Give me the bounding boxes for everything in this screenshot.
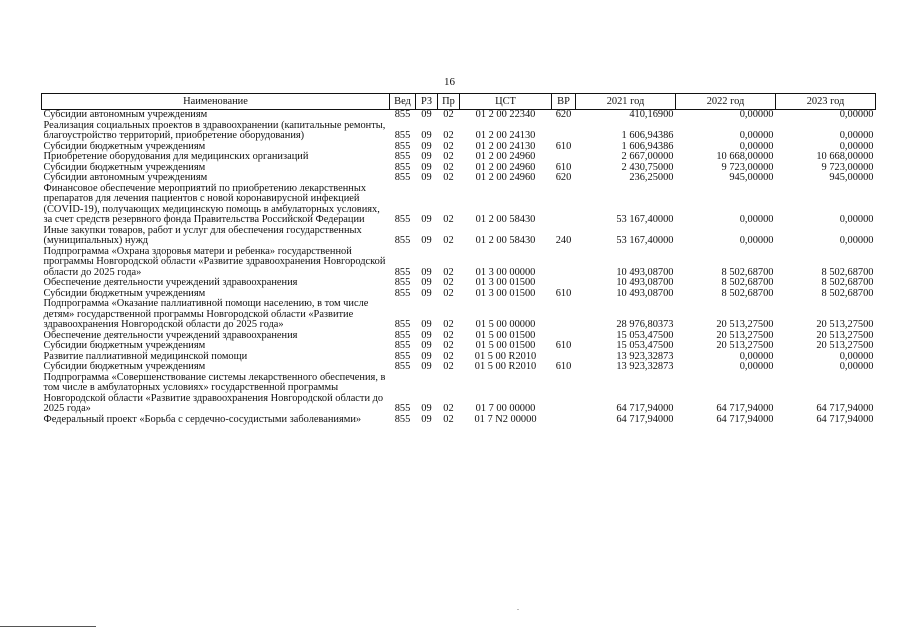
- cell-rz: 09: [421, 329, 432, 341]
- cell-2022: 64 717,94000: [716, 413, 774, 425]
- cell-rz: 09: [421, 413, 432, 425]
- cell-cst: 01 2 00 24960: [475, 172, 536, 183]
- cell-2021: 1 606,94386: [621, 130, 674, 141]
- cell-vr: [552, 415, 576, 426]
- cell-vr: [552, 152, 576, 163]
- cell-2023: 0,00000: [839, 214, 874, 225]
- header-cst: ЦСТ: [460, 94, 552, 110]
- cell-2022: 0,00000: [739, 109, 774, 120]
- cell-ved: 855: [394, 413, 411, 425]
- cell-2022: 10 668,00000: [716, 151, 774, 162]
- cell-name: Субсидии автономным учреждениям: [43, 109, 208, 120]
- table-row: [42, 362, 876, 373]
- cell-vr: [552, 373, 576, 415]
- cell-ved: 855: [394, 235, 411, 246]
- cell-pr: 02: [443, 287, 454, 299]
- cell-pr: 02: [443, 361, 454, 372]
- table-row: [42, 299, 876, 331]
- cell-pr: 02: [443, 340, 454, 351]
- cell-rz: 09: [421, 266, 432, 278]
- cell-rz: 09: [421, 361, 432, 372]
- cell-2021: 28 976,80373: [616, 319, 674, 330]
- cell-cst: 01 5 00 00000: [475, 319, 536, 330]
- cell-ved: 855: [394, 140, 411, 152]
- cell-pr: 02: [443, 140, 454, 152]
- cell-rz: 09: [421, 140, 432, 152]
- header-2021: 2021 год: [576, 94, 676, 110]
- cell-2022: 9 723,00000: [721, 161, 774, 173]
- cell-2022: 20 513,27500: [716, 319, 774, 330]
- cell-rz: 09: [421, 130, 432, 141]
- cell-2021: 15 053,47500: [616, 340, 674, 351]
- cell-ved: 855: [394, 403, 411, 414]
- cell-2022: 64 717,94000: [716, 403, 774, 414]
- cell-2022: 0,00000: [739, 361, 774, 372]
- cell-rz: 09: [421, 214, 432, 225]
- cell-pr: 02: [443, 266, 454, 278]
- cell-name: Подпрограмма «Совершенствование системы лекарственного обеспечения, в том числе в амбулаторных условиях» государственной программы Новгородской области «Развитие здравоохранения Новгородской области до 2025 года»: [43, 371, 386, 414]
- cell-cst: 01 5 00 01500: [475, 340, 536, 351]
- cell-pr: 02: [443, 130, 454, 141]
- cell-2021: 10 493,08700: [616, 266, 674, 278]
- cell-ved: 855: [394, 319, 411, 330]
- cell-2023: 10 668,00000: [816, 151, 874, 162]
- cell-rz: 09: [421, 109, 432, 120]
- cell-name: Приобретение оборудования для медицинских организаций: [43, 151, 309, 162]
- cell-2021: 13 923,32873: [616, 361, 674, 372]
- cell-name: Субсидии бюджетным учреждениям: [43, 161, 206, 173]
- cell-cst: 01 2 00 24960: [475, 151, 536, 162]
- cell-ved: 855: [394, 287, 411, 299]
- cell-ved: 855: [394, 361, 411, 372]
- cell-cst: 01 5 00 R2010: [474, 361, 537, 372]
- cell-vr: 620: [555, 109, 572, 120]
- cell-pr: 02: [443, 350, 454, 362]
- cell-2023: 20 513,27500: [816, 340, 874, 351]
- scan-speck: [517, 609, 519, 610]
- cell-ved: 855: [394, 161, 411, 173]
- cell-rz: 09: [421, 340, 432, 351]
- cell-2021: 2 667,00000: [621, 151, 674, 162]
- footnote-rule: [0, 626, 96, 627]
- cell-vr: [552, 278, 576, 289]
- cell-cst: 01 2 00 24130: [475, 130, 536, 141]
- cell-cst: 01 5 00 01500: [475, 329, 536, 341]
- cell-rz: 09: [421, 277, 432, 288]
- header-rz: РЗ: [416, 94, 438, 110]
- cell-rz: 09: [421, 172, 432, 183]
- cell-cst: 01 2 00 22340: [475, 109, 536, 120]
- cell-2023: 9 723,00000: [821, 161, 874, 173]
- cell-ved: 855: [394, 329, 411, 341]
- table-row: [42, 247, 876, 279]
- cell-2022: 0,00000: [739, 140, 774, 152]
- cell-rz: 09: [421, 403, 432, 414]
- cell-2022: 8 502,68700: [721, 287, 774, 299]
- cell-rz: 09: [421, 161, 432, 173]
- cell-2021: 10 493,08700: [616, 287, 674, 299]
- header-2023: 2023 год: [776, 94, 876, 110]
- cell-vr: [552, 121, 576, 142]
- cell-pr: 02: [443, 413, 454, 425]
- cell-2023: 0,00000: [839, 109, 874, 120]
- cell-2022: 8 502,68700: [721, 277, 774, 288]
- cell-2022: 945,00000: [729, 172, 774, 183]
- cell-pr: 02: [443, 151, 454, 162]
- header-name: Наименование: [42, 94, 390, 110]
- cell-ved: 855: [394, 130, 411, 141]
- cell-name: Субсидии бюджетным учреждениям: [43, 140, 206, 152]
- cell-2023: 64 717,94000: [816, 413, 874, 425]
- cell-pr: 02: [443, 329, 454, 341]
- table-header-row: [42, 94, 876, 110]
- cell-vr: 610: [555, 140, 572, 152]
- cell-name: Обеспечение деятельности учреждений здравоохранения: [43, 277, 298, 288]
- cell-cst: 01 2 00 58430: [475, 235, 536, 246]
- cell-2022: 8 502,68700: [721, 266, 774, 278]
- cell-ved: 855: [394, 109, 411, 120]
- cell-cst: 01 3 00 00000: [475, 266, 536, 278]
- cell-name: Федеральный проект «Борьба с сердечно-сосудистыми заболеваниями»: [43, 413, 362, 425]
- cell-name: Развитие паллиативной медицинской помощи: [43, 350, 248, 362]
- budget-table: [41, 93, 876, 425]
- cell-2023: 0,00000: [839, 350, 874, 362]
- cell-2022: 20 513,27500: [716, 329, 774, 341]
- cell-cst: 01 7 N2 00000: [474, 413, 537, 425]
- cell-vr: [552, 299, 576, 331]
- cell-name: Обеспечение деятельности учреждений здравоохранения: [43, 329, 298, 341]
- cell-2023: 0,00000: [839, 235, 874, 246]
- cell-2021: 53 167,40000: [616, 214, 674, 225]
- header-pr: Пр: [438, 94, 460, 110]
- cell-2021: 2 430,75000: [621, 161, 674, 173]
- cell-name: Подпрограмма «Охрана здоровья матери и ребенка» государственной программы Новгородской области «Развитие здравоохранения Новгородской области до 2025 года»: [43, 245, 386, 278]
- cell-cst: 01 2 00 58430: [475, 214, 536, 225]
- cell-pr: 02: [443, 161, 454, 173]
- cell-ved: 855: [394, 151, 411, 162]
- cell-rz: 09: [421, 151, 432, 162]
- cell-name: Иные закупки товаров, работ и услуг для обеспечения государственных (муниципальных) нужд: [43, 224, 362, 246]
- cell-2023: 8 502,68700: [821, 277, 874, 288]
- cell-name: Субсидии бюджетным учреждениям: [43, 287, 206, 299]
- table-row: [42, 173, 876, 184]
- cell-2021: 64 717,94000: [616, 413, 674, 425]
- cell-pr: 02: [443, 403, 454, 414]
- cell-2023: 0,00000: [839, 130, 874, 141]
- table-row: [42, 341, 876, 352]
- cell-vr: 610: [555, 161, 572, 173]
- cell-rz: 09: [421, 287, 432, 299]
- cell-ved: 855: [394, 350, 411, 362]
- cell-vr: [552, 247, 576, 279]
- cell-2023: 945,00000: [829, 172, 874, 183]
- cell-name: Финансовое обеспечение мероприятий по приобретению лекарственных препаратов для лечения пациентов с новой коронавирусной инфекцией (COVID-19), получающих медицинскую помощь в амбулаторных условиях, за счет средств резервного фонда Правительства Российской Федерации: [43, 182, 380, 225]
- cell-cst: 01 2 00 24960: [475, 161, 536, 173]
- cell-2023: 20 513,27500: [816, 329, 874, 341]
- cell-vr: 240: [555, 235, 572, 246]
- table-row: [42, 373, 876, 415]
- cell-vr: 610: [555, 340, 572, 351]
- cell-name: Субсидии бюджетным учреждениям: [43, 340, 206, 351]
- cell-2021: 13 923,32873: [616, 350, 674, 362]
- cell-rz: 09: [421, 350, 432, 362]
- cell-2022: 0,00000: [739, 214, 774, 225]
- cell-vr: 610: [555, 361, 572, 372]
- cell-ved: 855: [394, 214, 411, 225]
- cell-2021: 64 717,94000: [616, 403, 674, 414]
- cell-ved: 855: [394, 172, 411, 183]
- cell-name: Субсидии автономным учреждениям: [43, 172, 208, 183]
- cell-cst: 01 7 00 00000: [475, 403, 536, 414]
- cell-2021: 236,25000: [629, 172, 674, 183]
- page-number: 16: [444, 76, 455, 88]
- cell-pr: 02: [443, 214, 454, 225]
- cell-2022: 0,00000: [739, 130, 774, 141]
- cell-vr: [552, 184, 576, 226]
- cell-cst: 01 2 00 24130: [475, 140, 536, 152]
- table-row: [42, 184, 876, 226]
- cell-pr: 02: [443, 172, 454, 183]
- header-2022: 2022 год: [676, 94, 776, 110]
- cell-pr: 02: [443, 109, 454, 120]
- cell-2023: 64 717,94000: [816, 403, 874, 414]
- cell-pr: 02: [443, 235, 454, 246]
- header-ved: Вед: [390, 94, 416, 110]
- cell-2022: 20 513,27500: [716, 340, 774, 351]
- cell-ved: 855: [394, 266, 411, 278]
- cell-vr: 620: [555, 172, 572, 183]
- cell-name: Подпрограмма «Оказание паллиативной помощи населению, в том числе детям» государственной программы Новгородской области «Развитие здравоохранения Новгородской области до 2025 года»: [43, 298, 369, 330]
- cell-2023: 0,00000: [839, 361, 874, 372]
- table-row: [42, 415, 876, 426]
- table-body: [42, 110, 876, 426]
- cell-name: Субсидии бюджетным учреждениям: [43, 361, 206, 372]
- cell-rz: 09: [421, 235, 432, 246]
- cell-cst: 01 3 00 01500: [475, 287, 536, 299]
- table-row: [42, 278, 876, 289]
- cell-2021: 410,16900: [629, 109, 674, 120]
- cell-2021: 1 606,94386: [621, 140, 674, 152]
- cell-cst: 01 3 00 01500: [475, 277, 536, 288]
- table-row: [42, 121, 876, 142]
- cell-2023: 8 502,68700: [821, 287, 874, 299]
- cell-2021: 53 167,40000: [616, 235, 674, 246]
- cell-name: Реализация социальных проектов в здравоохранении (капитальные ремонты, благоустройство территорий, приобретение оборудования): [43, 119, 386, 141]
- cell-rz: 09: [421, 319, 432, 330]
- cell-2022: 0,00000: [739, 350, 774, 362]
- cell-2021: 10 493,08700: [616, 277, 674, 288]
- table-row: [42, 152, 876, 163]
- cell-ved: 855: [394, 277, 411, 288]
- cell-ved: 855: [394, 340, 411, 351]
- cell-2023: 20 513,27500: [816, 319, 874, 330]
- cell-pr: 02: [443, 277, 454, 288]
- table-row: [42, 226, 876, 247]
- cell-2023: 8 502,68700: [821, 266, 874, 278]
- header-vr: ВР: [552, 94, 576, 110]
- cell-pr: 02: [443, 319, 454, 330]
- cell-2023: 0,00000: [839, 140, 874, 152]
- cell-vr: 610: [555, 287, 572, 299]
- table-row: [42, 110, 876, 121]
- cell-2021: 15 053,47500: [616, 329, 674, 341]
- cell-2022: 0,00000: [739, 235, 774, 246]
- cell-cst: 01 5 00 R2010: [474, 350, 537, 362]
